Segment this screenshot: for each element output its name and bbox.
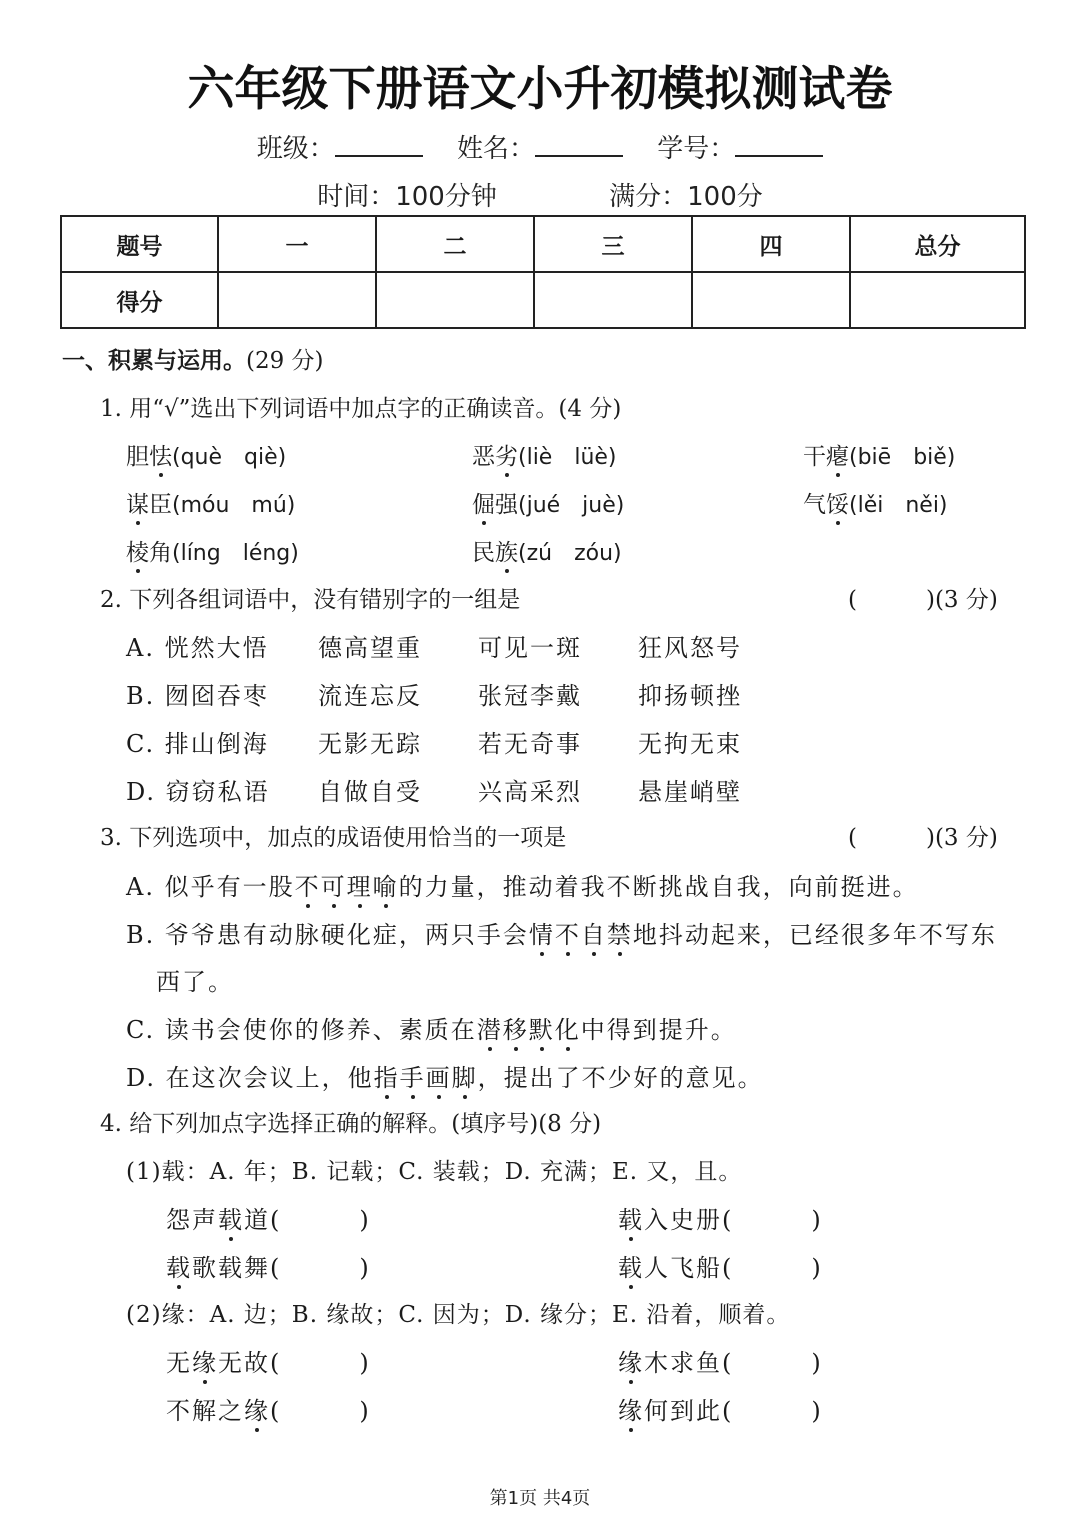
q2-option: C. 排山倒海 [126, 730, 269, 758]
q2-option: 自做自受 [318, 778, 422, 806]
q4-item: 载人飞船( ) [618, 1254, 823, 1282]
score-table-score-row [61, 272, 1025, 328]
score-cell[interactable] [692, 272, 850, 328]
score-table-header-row [61, 216, 1025, 272]
name-blank[interactable] [535, 131, 623, 157]
time-info-line [0, 176, 1080, 213]
q4-group-1: (1)载：A. 年；B. 记载；C. 装载；D. 充满；E. 又，且。 [126, 1159, 743, 1185]
id-label: 学号： [657, 134, 736, 164]
q4-group-2: (2)缘：A. 边；B. 缘故；C. 因为；D. 缘分；E. 沿着，顺着。 [126, 1302, 791, 1328]
q2-option: B. 囫囵吞枣 [126, 682, 269, 710]
q1-item: 谋臣(móu mú) [126, 492, 296, 518]
score-cell[interactable] [376, 272, 534, 328]
q4-item: 无缘无故( ) [166, 1349, 371, 1377]
q1-item: 棱角(líng léng) [126, 540, 299, 566]
q2-stem: 2. 下列各组词语中，没有错别字的一组是 [100, 587, 521, 613]
q4-item: 缘何到此( ) [618, 1397, 823, 1425]
q2-option: 悬崖峭壁 [638, 778, 742, 806]
q1-item: 胆怯(què qiè) [126, 444, 287, 470]
name-label: 姓名： [456, 134, 535, 164]
q3-option-b: B. 爷爷患有动脉硬化症，两只手会情不自禁地抖动起来，已经很多年不写东 [126, 921, 997, 949]
id-blank[interactable] [735, 131, 823, 157]
q2-option: A. 恍然大悟 [126, 634, 269, 662]
class-label: 班级： [256, 134, 335, 164]
class-blank[interactable] [335, 131, 423, 157]
q4-stem: 4. 给下列加点字选择正确的解释。(填序号)(8 分) [100, 1111, 602, 1137]
q1-item: 气馁(lěi něi) [803, 492, 948, 518]
full-score-label: 满分：100分 [609, 182, 763, 212]
score-header-cell: 二 [376, 216, 534, 272]
q2-option: 若无奇事 [478, 730, 582, 758]
section-1-heading [62, 342, 324, 375]
q2-option: 狂风怒号 [638, 634, 742, 662]
score-cell[interactable] [218, 272, 376, 328]
dotted-idiom: 情不自禁 [528, 921, 633, 949]
q2-option: 张冠李戴 [478, 682, 582, 710]
dotted-idiom: 潜移默化 [476, 1016, 581, 1044]
score-header-cell: 四 [692, 216, 850, 272]
q1-item: 民族(zú zóu) [472, 540, 622, 566]
q2-option: 可见一斑 [478, 634, 582, 662]
score-header-cell: 总分 [850, 216, 1025, 272]
q2-option: 抑扬顿挫 [638, 682, 742, 710]
q2-option: D. 窃窃私语 [126, 778, 270, 806]
section-1-points: (29 分) [246, 348, 324, 374]
q3-option-d: D. 在这次会议上，他指手画脚，提出了不少好的意见。 [126, 1064, 764, 1092]
q2-answer-paren[interactable]: ( )(3 分) [848, 587, 998, 613]
dotted-idiom: 不可理喻 [294, 873, 399, 901]
q3-answer-paren[interactable]: ( )(3 分) [848, 825, 998, 851]
score-header-cell: 三 [534, 216, 692, 272]
q1-item: 干瘪(biē biě) [803, 444, 956, 470]
q1-item: 恶劣(liè lüè) [472, 444, 617, 470]
q1-item: 倔强(jué juè) [472, 492, 625, 518]
q2-option: 兴高采烈 [478, 778, 582, 806]
q3-option-a: A. 似乎有一股不可理喻的力量，推动着我不断挑战自我，向前挺进。 [126, 873, 919, 901]
score-header-cell: 一 [218, 216, 376, 272]
q2-option: 德高望重 [318, 634, 422, 662]
q3-option-c: C. 读书会使你的修养、素质在潜移默化中得到提升。 [126, 1016, 737, 1044]
q4-item: 缘木求鱼( ) [618, 1349, 823, 1377]
q2-option: 无拘无束 [638, 730, 742, 758]
page-footer: 第1页 共4页 [489, 1488, 591, 1509]
q3-stem: 3. 下列选项中，加点的成语使用恰当的一项是 [100, 825, 567, 851]
score-header-cell: 题号 [61, 216, 218, 272]
score-row-label: 得分 [61, 272, 218, 328]
exam-title: 六年级下册语文小升初模拟测试卷 [187, 62, 893, 117]
dotted-idiom: 指手画脚 [373, 1064, 478, 1092]
section-1-title: 一、积累与运用。 [62, 348, 246, 374]
score-cell[interactable] [850, 272, 1025, 328]
student-info-line [0, 128, 1080, 165]
score-cell[interactable] [534, 272, 692, 328]
q2-option: 无影无踪 [318, 730, 422, 758]
q4-item: 载歌载舞( ) [166, 1254, 371, 1282]
q3-option-b-cont: 西了。 [156, 968, 234, 996]
q4-item: 不解之缘( ) [166, 1397, 371, 1425]
q4-item: 载入史册( ) [618, 1206, 823, 1234]
score-table [60, 215, 1026, 329]
q4-item: 怨声载道( ) [166, 1206, 371, 1234]
q2-option: 流连忘反 [318, 682, 422, 710]
time-label: 时间：100分钟 [317, 182, 497, 212]
q1-stem: 1. 用“√”选出下列词语中加点字的正确读音。(4 分) [100, 396, 622, 422]
